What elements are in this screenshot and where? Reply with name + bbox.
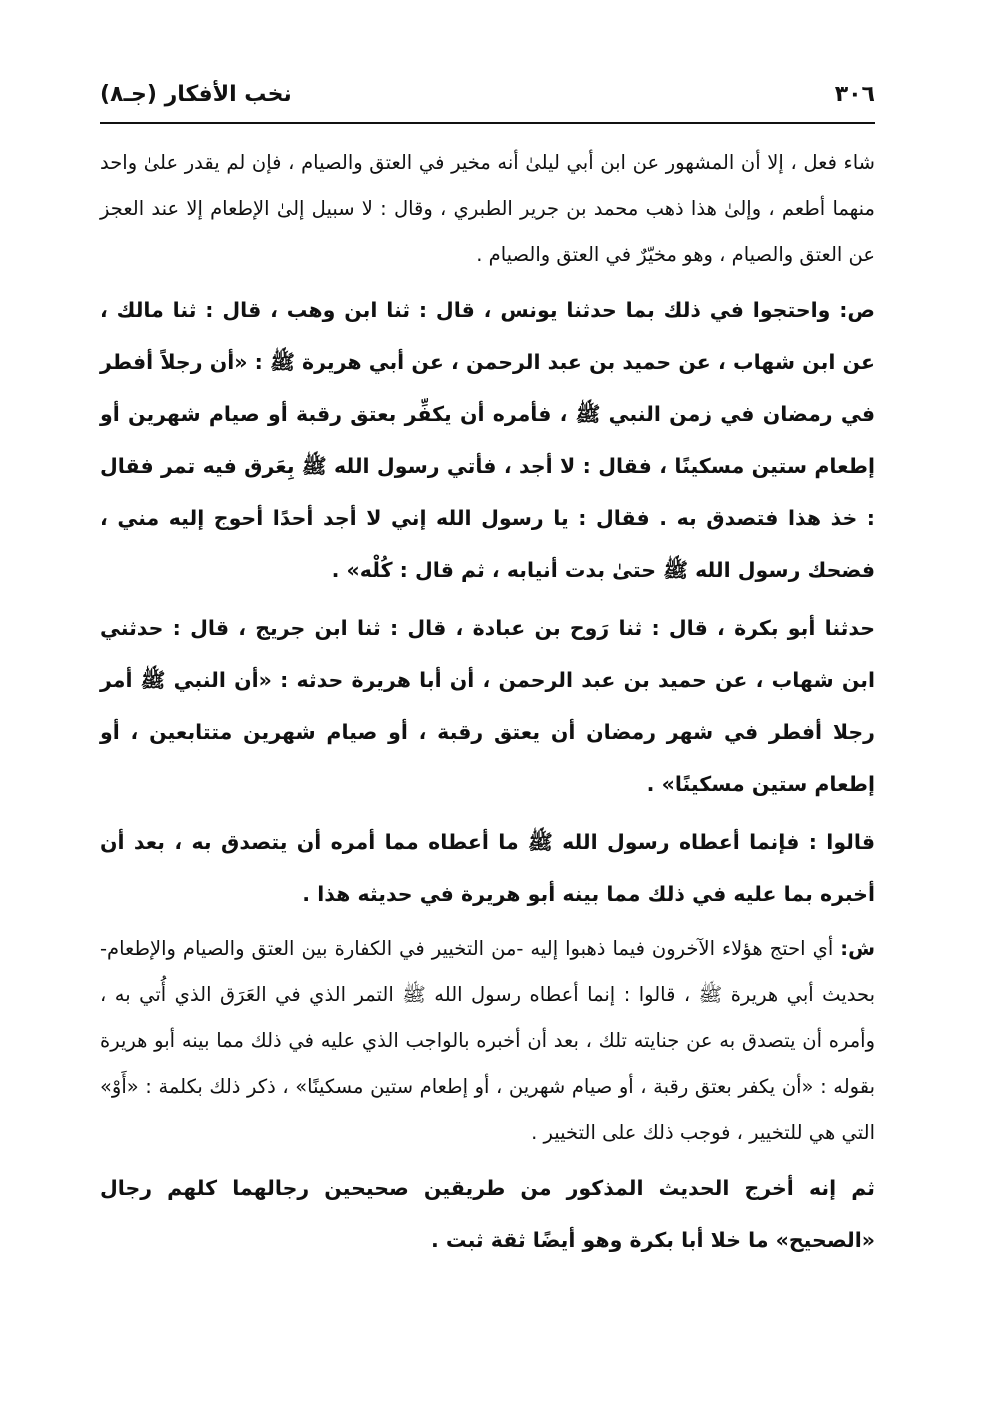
paragraph-5 <box>100 926 875 1156</box>
page-body <box>100 140 875 1272</box>
paragraph-6 <box>100 1162 875 1266</box>
paragraph-4 <box>100 816 875 920</box>
paragraph-2 <box>100 284 875 596</box>
paragraph-2-text: ص: واحتجوا في ذلك بما حدثنا يونس ، قال : ثنا ابن وهب ، قال : ثنا مالك ، عن ابن شهاب ، عن حميد بن عبد الرحمن ، عن أبي هريرة ﷺ : «أن رجلاً أفطر في رمضان في زمن النبي ﷺ ، فأمره أن يكفِّر بعتق رقبة أو صيام شهرين أو إطعام ستين مسكينًا ، فقال : لا أجد ، فأتي رسول الله ﷺ بِعَرق فيه تمر فقال : خذ هذا فتصدق به . فقال : يا رسول الله إني لا أجد أحدًا أحوج إليه مني ، فضحك رسول الله ﷺ حتىٰ بدت أنيابه ، ثم قال : كُلْه» . <box>100 298 875 582</box>
paragraph-6-text: ثم إنه أخرج الحديث المذكور من طريقين صحيحين رجالهما كلهم رجال «الصحيح» ما خلا أبا بكرة وهو أيضًا ثقة ثبت . <box>100 1176 875 1252</box>
paragraph-4-text: قالوا : فإنما أعطاه رسول الله ﷺ ما أعطاه مما أمره أن يتصدق به ، بعد أن أخبره بما عليه في ذلك مما بينه أبو هريرة في حديثه هذا . <box>100 830 875 906</box>
page-header <box>100 74 875 114</box>
paragraph-1-text: شاء فعل ، إلا أن المشهور عن ابن أبي ليلىٰ أنه مخير في العتق والصيام ، فإن لم يقدر علىٰ واحد منهما أطعم ، وإلىٰ هذا ذهب محمد بن جرير الطبري ، وقال : لا سبيل إلىٰ الإطعام إلا عند العجز عن العتق والصيام ، وهو مخيّرٌ في العتق والصيام . <box>100 151 875 266</box>
paragraph-1 <box>100 140 875 278</box>
paragraph-3-text: حدثنا أبو بكرة ، قال : ثنا رَوح بن عبادة ، قال : ثنا ابن جريج ، قال : حدثني ابن شهاب ، عن حميد بن عبد الرحمن ، أن أبا هريرة حدثه : «أن النبي ﷺ أمر رجلا أفطر في شهر رمضان أن يعتق رقبة ، أو صيام شهرين متتابعين ، أو إطعام ستين مسكينًا» . <box>100 616 875 796</box>
paragraph-5-text: أي احتج هؤلاء الآخرون فيما ذهبوا إليه -من التخيير في الكفارة بين العتق والصيام والإطعام- بحديث أبي هريرة ﷺ ، قالوا : إنما أعطاه رسول الله ﷺ التمر الذي في العَرَق الذي أُتي به ، وأمره أن يتصدق به عن جنايته تلك ، بعد أن أخبره بالواجب الذي عليه في ذلك مما بينه أبو هريرة بقوله : «أن يكفر بعتق رقبة ، أو صيام شهرين ، أو إطعام ستين مسكينًا» ، ذكر ذلك بكلمة : «أَوْ» التي هي للتخيير ، فوجب ذلك على التخيير . <box>100 937 875 1144</box>
page-number: ٣٠٦ <box>834 81 875 107</box>
paragraph-3 <box>100 602 875 810</box>
paragraph-5-lead: ش: <box>840 937 875 960</box>
book-title: نخب الأفكار (جـ٨) <box>100 81 292 107</box>
header-divider <box>100 122 875 124</box>
